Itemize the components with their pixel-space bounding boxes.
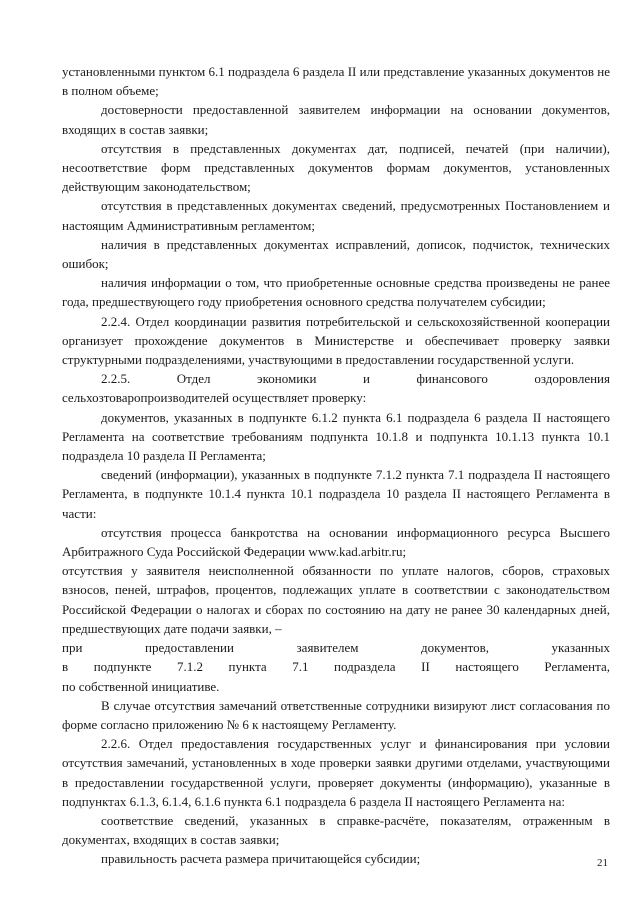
- paragraph: по собственной инициативе.: [62, 678, 220, 694]
- paragraph: правильность расчета размера причитающейся субсидии;: [101, 851, 421, 867]
- paragraph: отсутствия у заявителя неисполненной обязанности по уплате налогов, сборов, страховых взносов, пеней, штрафов, процентов, подлежащих уплате в соответствии с законодательством Российской Федерации о налогах и сборах по состоянию на дату не ранее 30 календарных дней, предшествующих дате подачи заявки, –: [62, 563, 610, 636]
- paragraph: документов, указанных в подпункте 6.1.2 пункта 6.1 подраздела 6 раздела II настоящего Регламента на соответствие требованиям подпункта 10.1.8 и подпункта 10.1.13 пункта 10.1 подраздела 10 раздела II Регламента;: [62, 409, 610, 464]
- paragraph: при предоставлении заявителем документов, указанных: [62, 640, 610, 656]
- paragraph: отсутствия процесса банкротства на основании информационного ресурса Высшего Арбитражного Суда Российской Федерации www.kad.arbitr.ru;: [62, 524, 610, 560]
- paragraph: наличия информации о том, что приобретенные основные средства произведены не ранее года, предшествующего году приобретения основного средства получателем субсидии;: [62, 275, 610, 310]
- paragraph: достоверности предоставленной заявителем информации на основании документов, входящих в состав заявки;: [62, 102, 610, 137]
- paragraph: 2.2.4. Отдел координации развития потребительской и сельскохозяйственной кооперации организует прохождение документов в Министерстве и обеспечивает проверку заявки структурными подразделениями, участвующими в предоставлении государственной услуги.: [62, 313, 610, 368]
- paragraph: сельхозтоваропроизводителей осуществляет проверку:: [62, 390, 367, 406]
- paragraph: В случае отсутствия замечаний ответственные сотрудники визируют лист согласования по форме согласно приложению № 6 к настоящему Регламенту.: [62, 697, 610, 732]
- paragraph: наличия в представленных документах исправлений, дописок, подчисток, технических ошибок;: [62, 236, 610, 272]
- paragraph: отсутствия в представленных документах сведений, предусмотренных Постановлением и настоящим Административным регламентом;: [62, 198, 610, 233]
- paragraph: соответствие сведений, указанных в справке-расчёте, показателям, отраженным в документах, входящих в состав заявки;: [62, 812, 610, 848]
- paragraph: 2.2.5. Отдел экономики и финансового оздоровления: [101, 371, 610, 387]
- paragraph: установленными пунктом 6.1 подраздела 6 раздела II или представление указанных документов не в полном объеме;: [62, 64, 610, 99]
- paragraph: в подпункте 7.1.2 пункта 7.1 подраздела II настоящего Регламента,: [62, 659, 610, 675]
- page-number: 21: [597, 857, 608, 869]
- paragraph: 2.2.6. Отдел предоставления государственных услуг и финансирования при условии отсутствия замечаний, установленных в ходе проверки заявки другими отделами, участвующими в предоставлении государственной услуги, проверяет документы (информацию), указанные в подпунктах 6.1.3, 6.1.4, 6.1.6 пункта 6.1 подраздела 6 раздела II настоящего Регламента на:: [62, 736, 610, 809]
- paragraph: отсутствия в представленных документах дат, подписей, печатей (при наличии), несоответствие форм представленных документов формам документов, установленных действующим законодательством;: [62, 140, 610, 195]
- paragraph: сведений (информации), указанных в подпункте 7.1.2 пункта 7.1 подраздела II настоящего Регламента, в подпункте 10.1.4 пункта 10.1 подраздела 10 раздела II настоящего Регламента в части:: [62, 467, 610, 521]
- document-body: [62, 62, 610, 869]
